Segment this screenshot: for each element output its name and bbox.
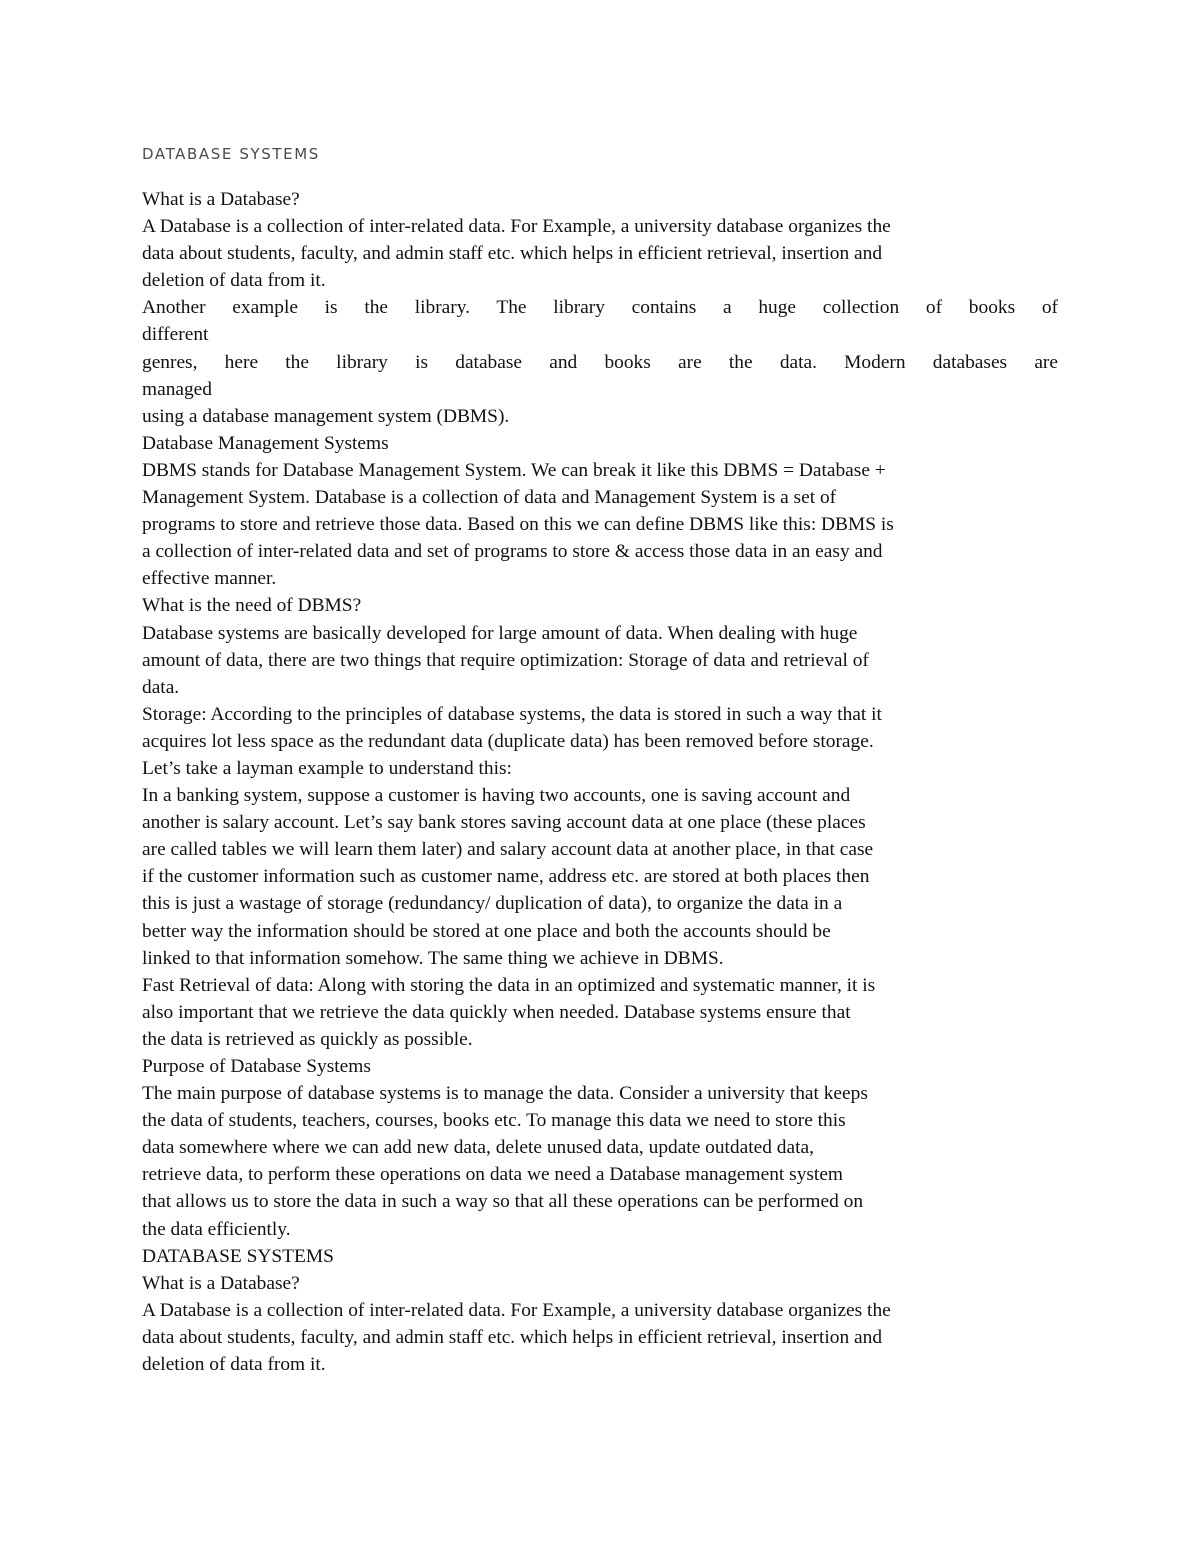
text-line: The main purpose of database systems is to manage the data. Consider a university that keeps [142, 1083, 868, 1105]
text-line: deletion of data from it. [142, 1354, 326, 1376]
text-line: In a banking system, suppose a customer is having two accounts, one is saving account and [142, 785, 851, 807]
text-line: this is just a wastage of storage (redundancy/ duplication of data), to organize the data in a [142, 893, 843, 915]
text-line: What is the need of DBMS? [142, 595, 362, 617]
text-line: A Database is a collection of inter-related data. For Example, a university database organizes the [142, 216, 891, 238]
text-line: that allows us to store the data in such a way so that all these operations can be performed on [142, 1191, 864, 1213]
text-line: also important that we retrieve the data quickly when needed. Database systems ensure that [142, 1001, 851, 1023]
text-line: retrieve data, to perform these operations on data we need a Database management system [142, 1164, 844, 1186]
text-line: if the customer information such as customer name, address etc. are stored at both places then [142, 866, 870, 888]
text-line: genres, here the library is database and books are the data. Modern databases are [142, 351, 1058, 373]
document-body [142, 186, 1058, 1378]
text-line: are called tables we will learn them later) and salary account data at another place, in that case [142, 839, 874, 861]
document-header: DATABASE SYSTEMS [142, 145, 320, 163]
text-line: the data efficiently. [142, 1218, 291, 1240]
text-line: A Database is a collection of inter-related data. For Example, a university database organizes the [142, 1299, 891, 1321]
text-line: programs to store and retrieve those data. Based on this we can define DBMS like this: DBMS is [142, 514, 894, 536]
text-line: the data is retrieved as quickly as possible. [142, 1028, 473, 1050]
text-line: using a database management system (DBMS). [142, 405, 510, 427]
text-line: Fast Retrieval of data: Along with storing the data in an optimized and systematic manner, it is [142, 974, 876, 996]
text-line: managed [142, 378, 212, 400]
text-line: What is a Database? [142, 189, 300, 210]
text-line: the data of students, teachers, courses, books etc. To manage this data we need to store this [142, 1110, 846, 1132]
text-line: data about students, faculty, and admin staff etc. which helps in efficient retrieval, insertion and [142, 1326, 883, 1348]
text-line: What is a Database? [142, 1272, 300, 1294]
text-line: linked to that information somehow. The same thing we achieve in DBMS. [142, 947, 724, 969]
text-line: a collection of inter-related data and set of programs to store & access those data in an easy and [142, 541, 883, 563]
text-line: another is salary account. Let’s say bank stores saving account data at one place (these places [142, 812, 866, 834]
text-line: different [142, 324, 209, 346]
text-line: data somewhere where we can add new data, delete unused data, update outdated data, [142, 1137, 814, 1159]
text-line: Management System. Database is a collection of data and Management System is a set of [142, 487, 837, 509]
text-line: Database Management Systems [142, 432, 389, 454]
text-line: better way the information should be stored at one place and both the accounts should be [142, 920, 831, 942]
text-line: Another example is the library. The library contains a huge collection of books of [142, 297, 1058, 319]
text-line: DATABASE SYSTEMS [142, 1245, 334, 1267]
text-line: effective manner. [142, 568, 277, 590]
text-line: acquires lot less space as the redundant data (duplicate data) has been removed before storage. [142, 730, 874, 752]
text-line: amount of data, there are two things that require optimization: Storage of data and retrieval of [142, 649, 869, 671]
text-line: data about students, faculty, and admin staff etc. which helps in efficient retrieval, insertion and [142, 243, 883, 265]
text-line: DBMS stands for Database Management System. We can break it like this DBMS = Database + [142, 459, 886, 481]
text-line: Database systems are basically developed for large amount of data. When dealing with huge [142, 622, 858, 644]
text-line: Storage: According to the principles of database systems, the data is stored in such a way that it [142, 703, 882, 725]
text-line: deletion of data from it. [142, 270, 326, 292]
text-line: data. [142, 676, 180, 698]
text-line: Let’s take a layman example to understand this: [142, 757, 512, 779]
text-line: Purpose of Database Systems [142, 1056, 371, 1077]
